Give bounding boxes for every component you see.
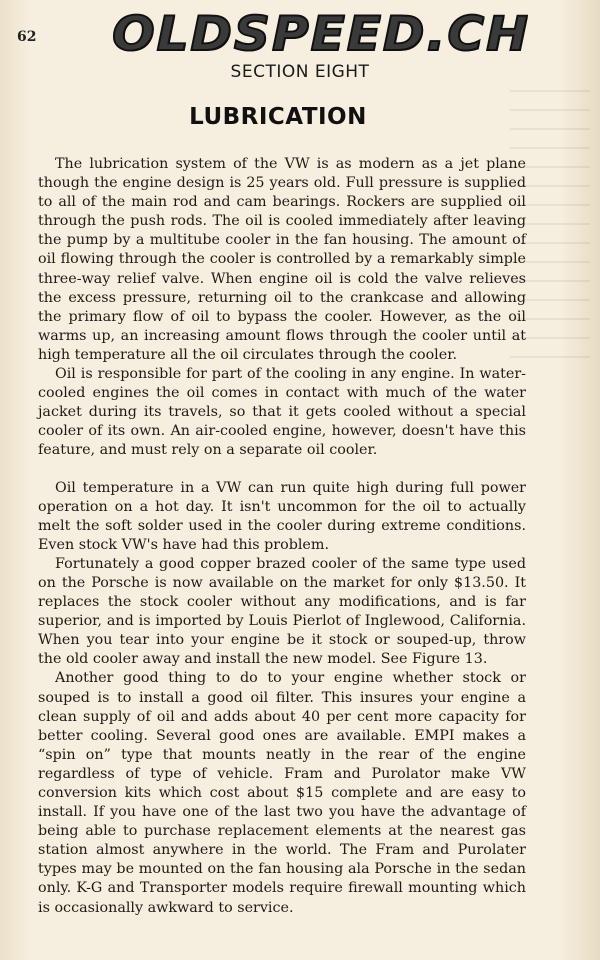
paragraph: Another good thing to do to your engine whether stock or souped is to install a good oil filter. This insures your engine a clean supply of oil and adds about 40 per cent more capacity for better cooling. Several good ones are available. EMPI makes a “spin on” type that mounts neatly in the rear of the engine regardless of type of vehicle. Fram and Purolator make VW conversion kits which cost about $15 complete and are easy to install. If you have one of the last two you have the advantage of being able to purchase replacement elements at the nearest gas station almost anywhere in the world. The Fram and Purolater types may be mounted on the fan housing ala Porsche in the sedan only. K-G and Transporter models require firewall mounting which is occasionally awkward to service.: [38, 670, 526, 916]
paragraph: The lubrication system of the VW is as modern as a jet plane though the engine design is 25 years old. Full pressure is supplied to all of the main rod and cam bearings. Rockers are supplied oil through the push rods. The oil is cooled immediately after leaving the pump by a multitube cooler in the fan housing. The amount of oil flowing through the cooler is controlled by a remarkably simple three-way relief valve. When engine oil is cold the valve relieves the excess pressure, returning oil to the crankcase and allowing the primary flow of oil to bypass the cooler. However, as the oil warms up, an increasing amount flows through the cooler until at high temperature all the oil circulates through the cooler.: [38, 156, 526, 363]
paragraph: Oil is responsible for part of the cooling in any engine. In water-cooled engines the oil comes in contact with much of the water jacket during its travels, so that it gets cooled without a special cooler of its own. An air-cooled engine, however, doesn't have this feature, and must rely on a separate oil cooler.: [38, 366, 526, 459]
body-text: [38, 155, 526, 918]
watermark-logo: OLDSPEED.CH: [112, 6, 530, 62]
page-number: 62: [17, 29, 37, 45]
paragraph: Oil temperature in a VW can run quite high during full power operation on a hot day. It isn't uncommon for the oil to actually melt the soft solder used in the cooler during extreme conditions. Even stock VW's have had this problem.: [38, 479, 526, 553]
chapter-title: LUBRICATION: [189, 104, 367, 130]
paragraph: Fortunately a good copper brazed cooler of the same type used on the Porsche is now available on the market for only $13.50. It replaces the stock cooler without any modifications, and is far superior, and is imported by Louis Pierlot of Inglewood, California. When you tear into your engine be it stock or souped-up, throw the old cooler away and install the new model. See Figure 13.: [38, 555, 526, 668]
section-label: SECTION EIGHT: [230, 62, 370, 82]
